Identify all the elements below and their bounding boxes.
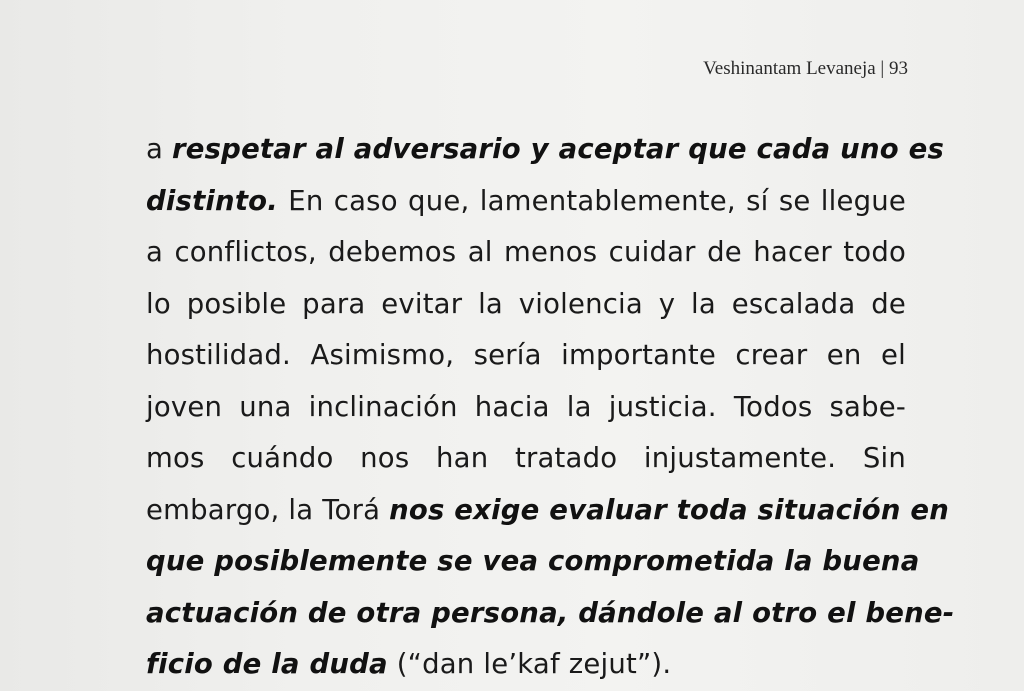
text-segment: a conflictos, debemos al menos cuidar de hacer todo	[146, 236, 906, 268]
body-paragraph	[146, 124, 955, 691]
text-segment: mos cuándo nos han tratado injustamente. Sin	[146, 442, 906, 474]
text-line	[146, 330, 906, 382]
text-segment: a	[146, 133, 172, 165]
text-line	[146, 536, 920, 588]
text-segment: embargo, la Torá	[146, 493, 390, 526]
text-line	[146, 124, 945, 176]
text-line	[146, 176, 906, 228]
emphasized-text: nos exige evaluar toda situación en	[389, 493, 949, 526]
emphasized-text: respetar al adversario y aceptar que cada uno es	[172, 133, 945, 165]
text-line	[146, 227, 906, 279]
text-line	[146, 382, 906, 434]
text-line	[146, 588, 955, 640]
emphasized-text: distinto.	[146, 184, 278, 217]
text-line	[146, 279, 906, 331]
emphasized-text: ficio de la duda	[146, 648, 388, 680]
text-segment: hostilidad. Asimismo, sería importante crear en el	[146, 339, 906, 371]
text-segment: joven una inclinación hacia la justicia. Todos sabe-	[146, 390, 906, 423]
emphasized-text: que posiblemente se vea comprometida la buena	[146, 545, 920, 577]
text-segment: En caso que, lamentablemente, sí se llegue	[277, 184, 906, 217]
running-header: Veshinantam Levaneja | 93	[703, 58, 908, 79]
text-segment: lo posible para evitar la violencia y la escalada de	[146, 287, 906, 320]
text-segment: (“dan le’kaf zejut”).	[387, 648, 672, 680]
text-line	[146, 433, 906, 485]
text-line	[146, 485, 949, 537]
emphasized-text: actuación de otra persona, dándole al otro el bene-	[146, 596, 955, 629]
